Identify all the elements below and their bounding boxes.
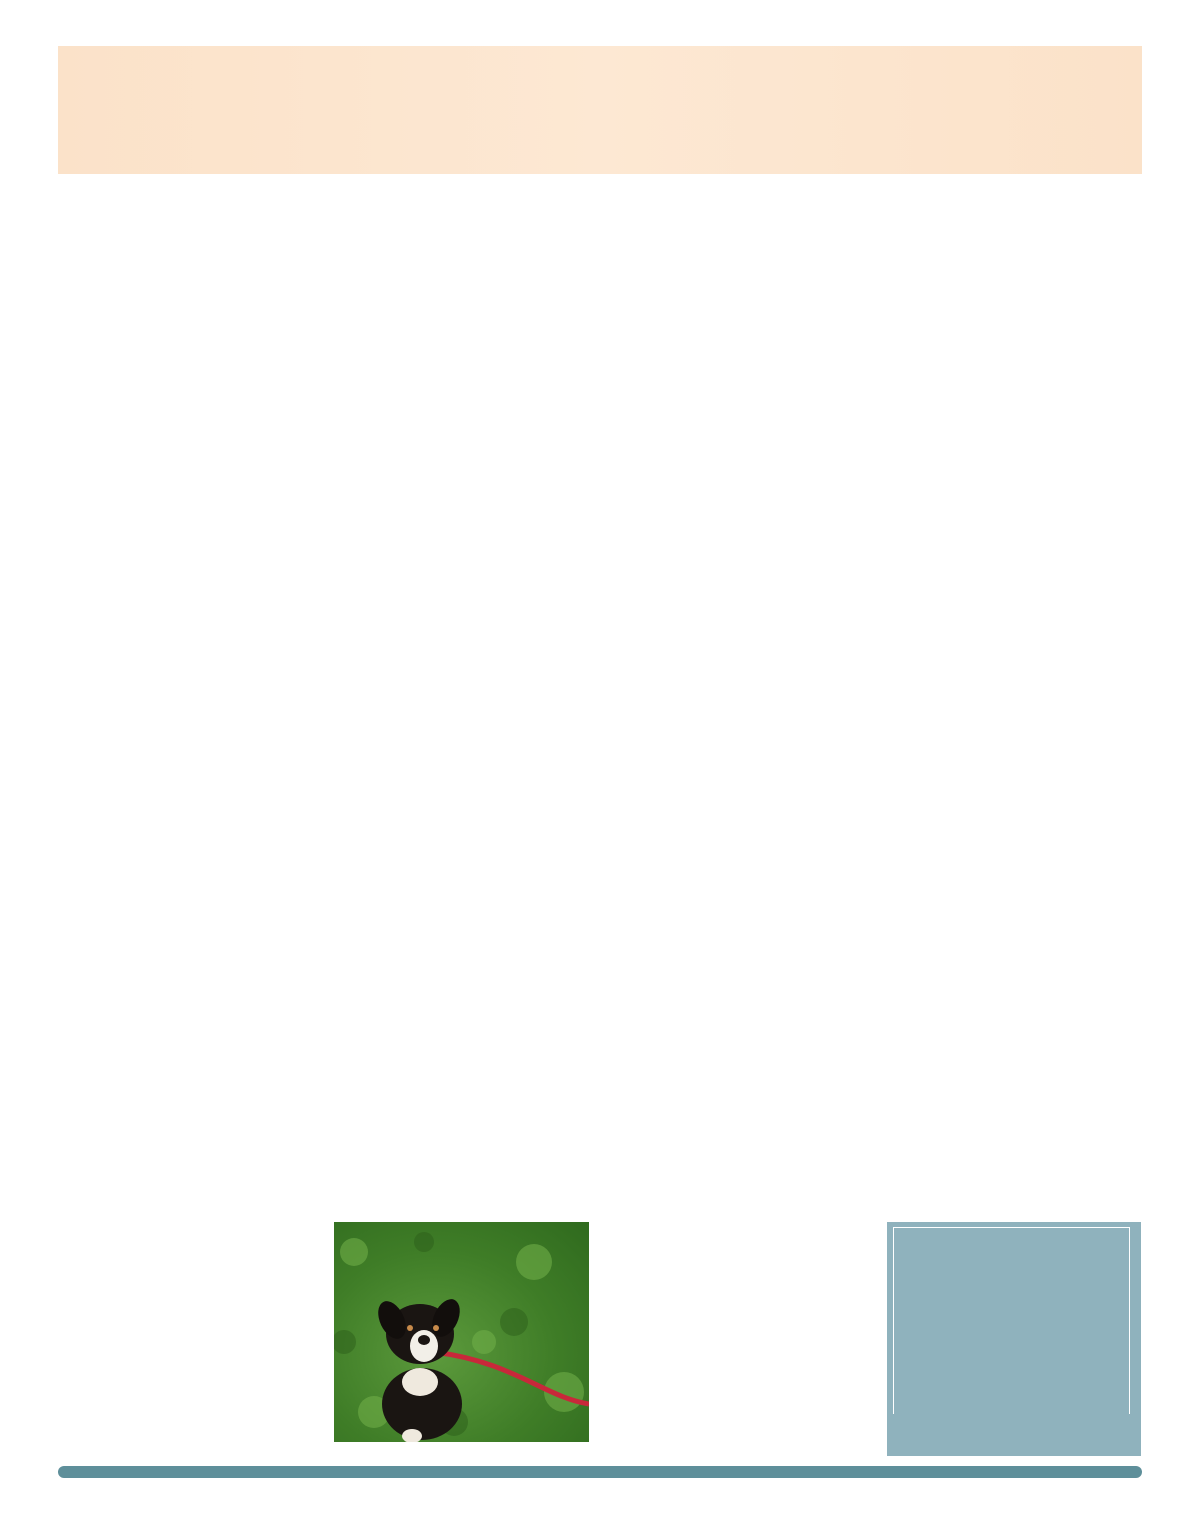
rate-box-frame	[893, 1227, 1130, 1414]
dog-photo	[334, 1222, 589, 1442]
banner-icons	[384, 52, 1142, 170]
classies-rate-box	[887, 1222, 1141, 1456]
dog-on-grass-image	[334, 1222, 589, 1442]
classies-banner	[58, 46, 1142, 174]
footer-rule	[58, 1466, 1142, 1478]
